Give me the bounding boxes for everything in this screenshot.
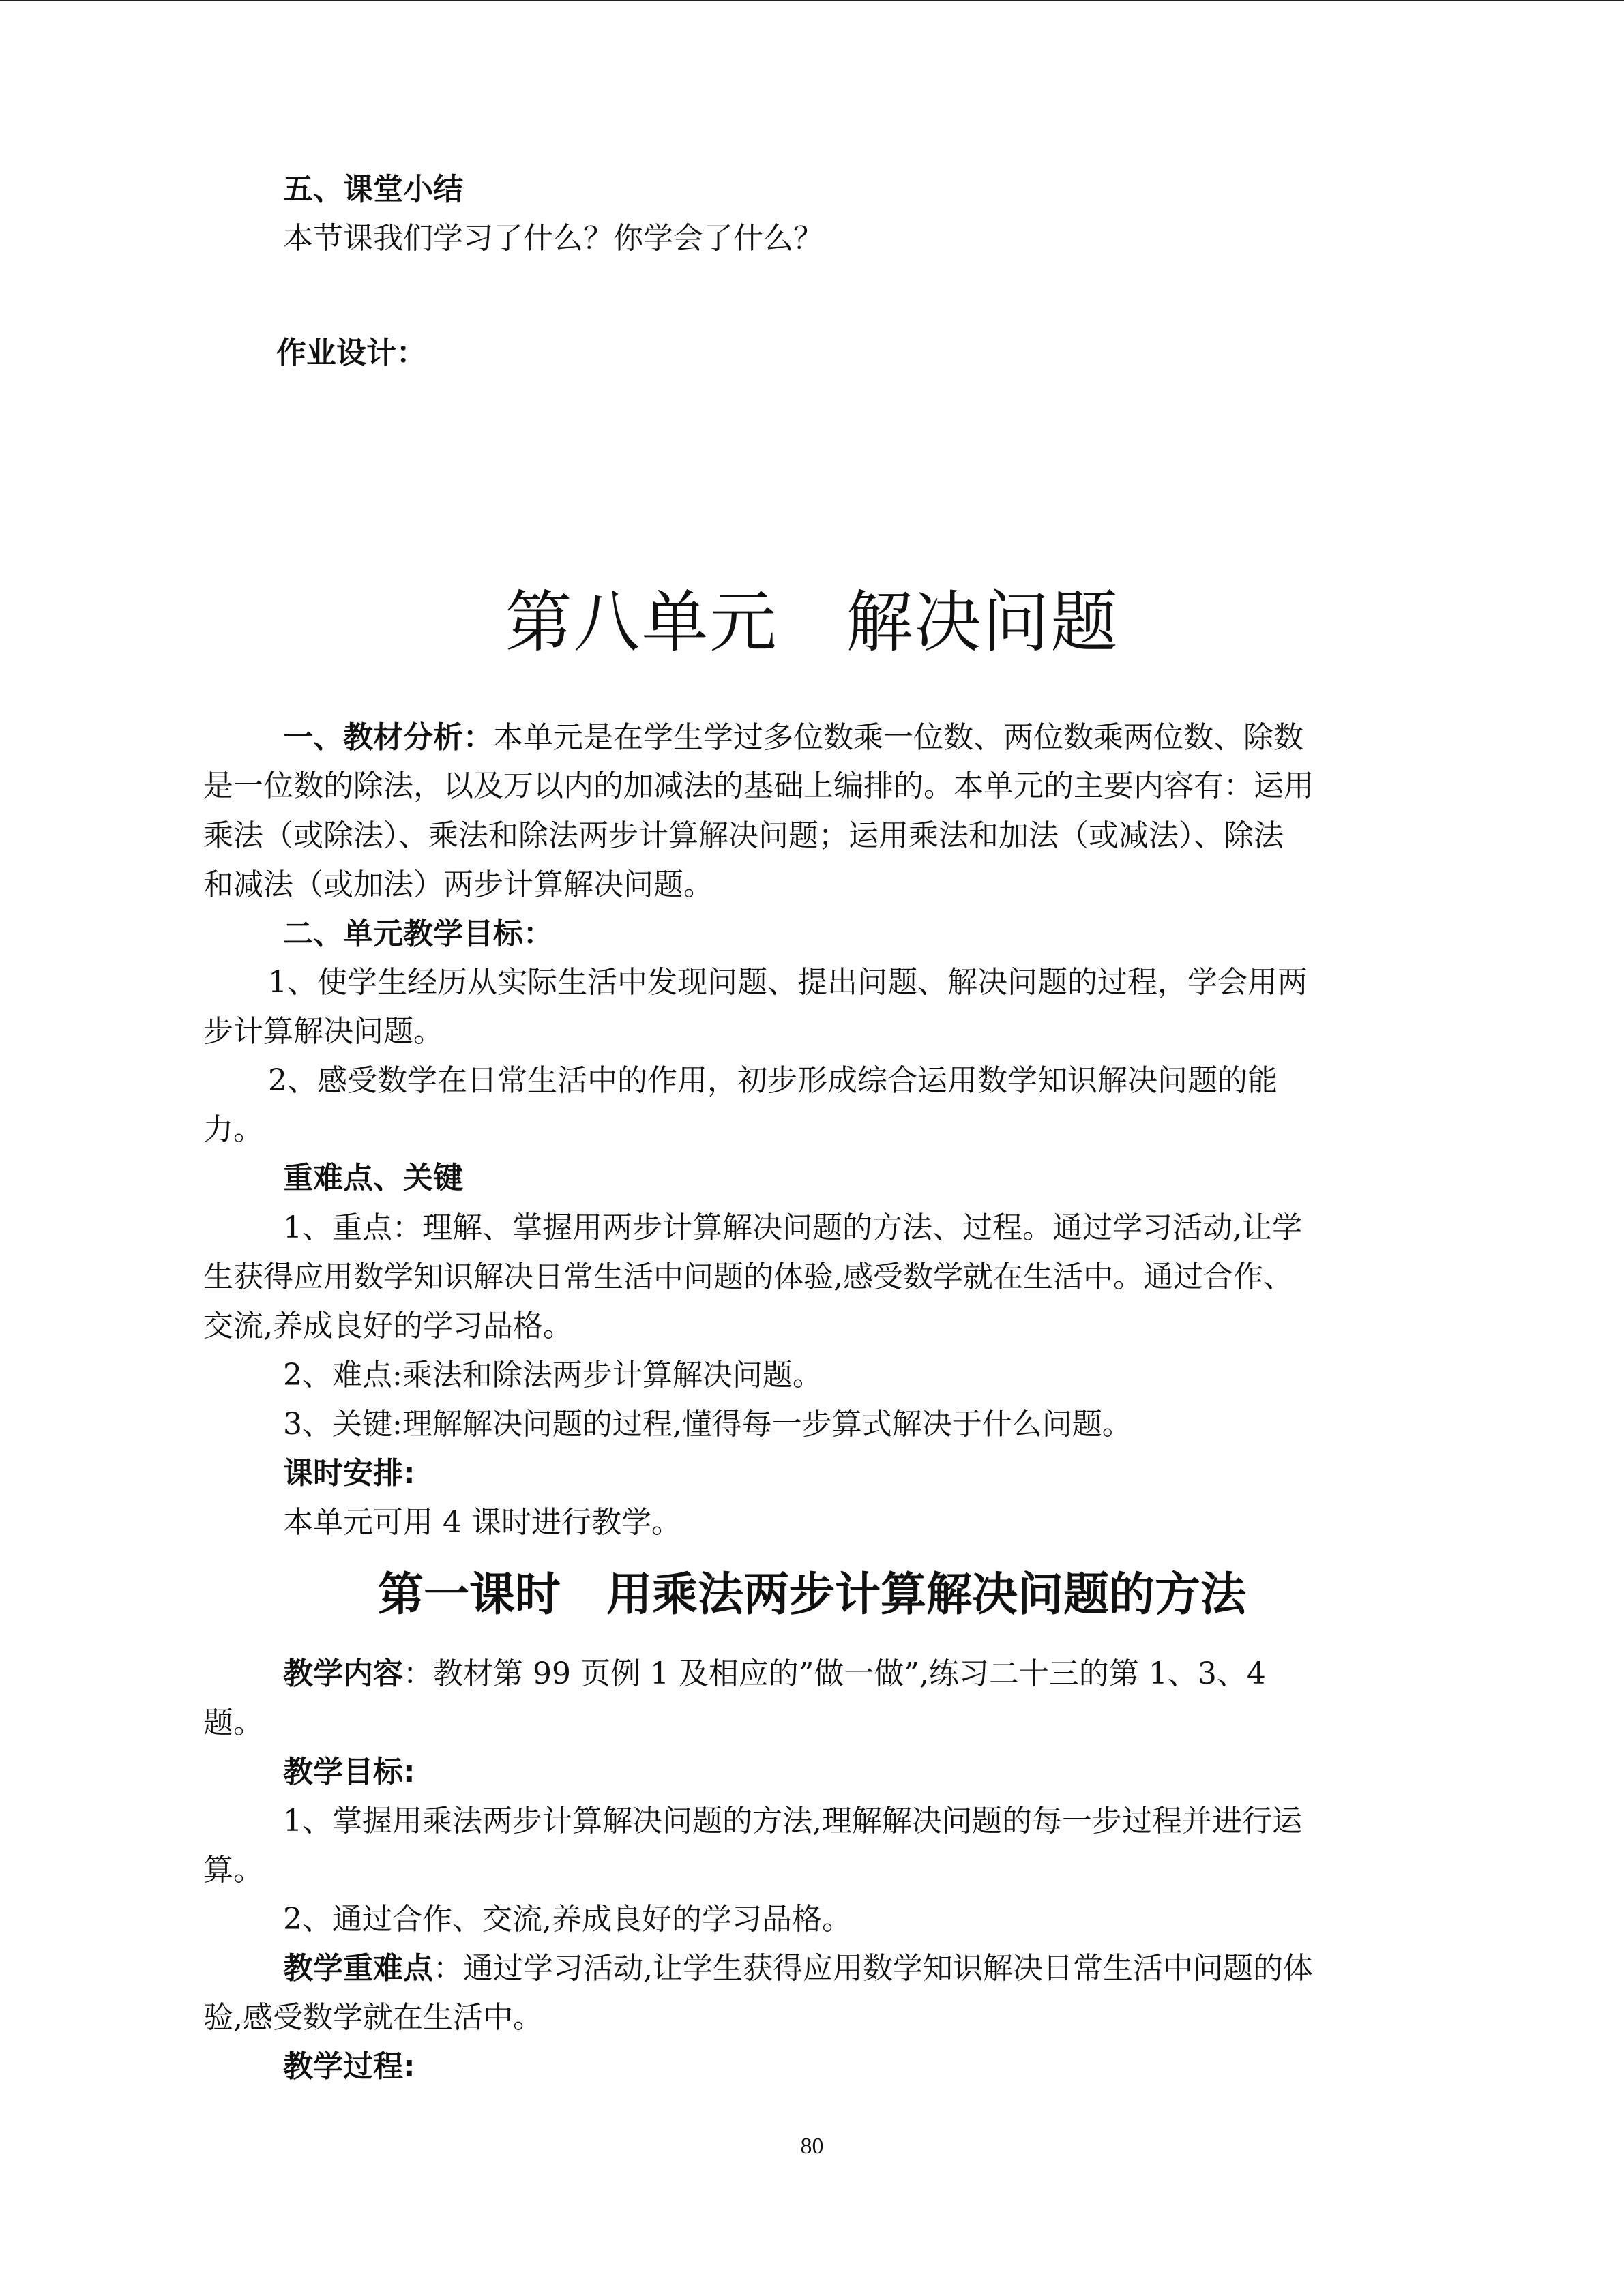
objective-1-line-1: 1、使学生经历从实际生活中发现问题、提出问题、解决问题的过程，学会用两 (268, 965, 1308, 1000)
lesson-goal-1-line-1: 1、掌握用乘法两步计算解决问题的方法,理解解决问题的每一步过程并进行运 (283, 1804, 1302, 1838)
keypoints-heading: 重难点、关键 (283, 1161, 463, 1195)
analysis-line-1 (283, 717, 1303, 758)
lesson-difficulty-line-2: 验,感受数学就在生活中。 (203, 2000, 543, 2035)
schedule-heading: 课时安排: (283, 1456, 415, 1491)
lesson-difficulty-label: 教学重难点 (283, 1951, 433, 1986)
lesson-content-line-1 (283, 1654, 1266, 1695)
objectives-heading: 二、单元教学目标： (283, 916, 553, 951)
analysis-line-3: 乘法（或除法）、乘法和除法两步计算解决问题；运用乘法和加法（或减法）、除法 (203, 818, 1284, 853)
lesson-content-line-2: 题。 (203, 1705, 263, 1740)
analysis-label: 一、教材分析： (283, 720, 493, 755)
analysis-line-2: 是一位数的除法，以及万以内的加减法的基础上编排的。本单元的主要内容有：运用 (203, 769, 1314, 803)
objective-1-line-2: 步计算解决问题。 (203, 1014, 443, 1049)
objective-2-line-2: 力。 (203, 1112, 263, 1147)
summary-heading: 五、课堂小结 (283, 172, 463, 207)
keypoint-1-line-1: 1、重点：理解、掌握用两步计算解决问题的方法、过程。通过学习活动,让学 (283, 1210, 1302, 1245)
lesson-process-heading: 教学过程: (283, 2049, 415, 2084)
unit-title: 第八单元 解决问题 (505, 584, 1119, 661)
homework-label: 作业设计： (276, 336, 426, 370)
keypoint-2: 2、难点:乘法和除法两步计算解决问题。 (283, 1358, 823, 1392)
lesson-difficulty-line-1 (283, 1948, 1313, 1989)
lesson-goals-heading: 教学目标: (283, 1755, 415, 1789)
page-number: 80 (800, 2134, 824, 2159)
summary-text: 本节课我们学习了什么？你学会了什么？ (283, 221, 823, 256)
lesson-content-label: 教学内容 (283, 1656, 403, 1691)
schedule-text: 本单元可用 4 课时进行教学。 (283, 1505, 681, 1540)
lesson-goal-1-line-2: 算。 (203, 1853, 263, 1888)
keypoint-1-line-2: 生获得应用数学知识解决日常生活中问题的体验,感受数学就在生活中。通过合作、 (203, 1259, 1293, 1294)
lesson-difficulty-text-1: ：通过学习活动,让学生获得应用数学知识解决日常生活中问题的体 (433, 1951, 1313, 1986)
lesson-content-text-1: ：教材第 99 页例 1 及相应的”做一做”,练习二十三的第 1、3、4 (403, 1656, 1266, 1691)
objective-2-line-1: 2、感受数学在日常生活中的作用，初步形成综合运用数学知识解决问题的能 (268, 1063, 1278, 1098)
keypoint-1-line-3: 交流,养成良好的学习品格。 (203, 1309, 573, 1343)
analysis-line-4: 和减法（或加法）两步计算解决问题。 (203, 867, 713, 902)
analysis-text-1: 本单元是在学生学过多位数乘一位数、两位数乘两位数、除数 (493, 720, 1303, 755)
lesson-1-title: 第一课时 用乘法两步计算解决问题的方法 (378, 1568, 1246, 1621)
lesson-goal-2: 2、通过合作、交流,养成良好的学习品格。 (283, 1902, 852, 1937)
keypoint-3: 3、关键:理解解决问题的过程,懂得每一步算式解决于什么问题。 (283, 1407, 1132, 1442)
